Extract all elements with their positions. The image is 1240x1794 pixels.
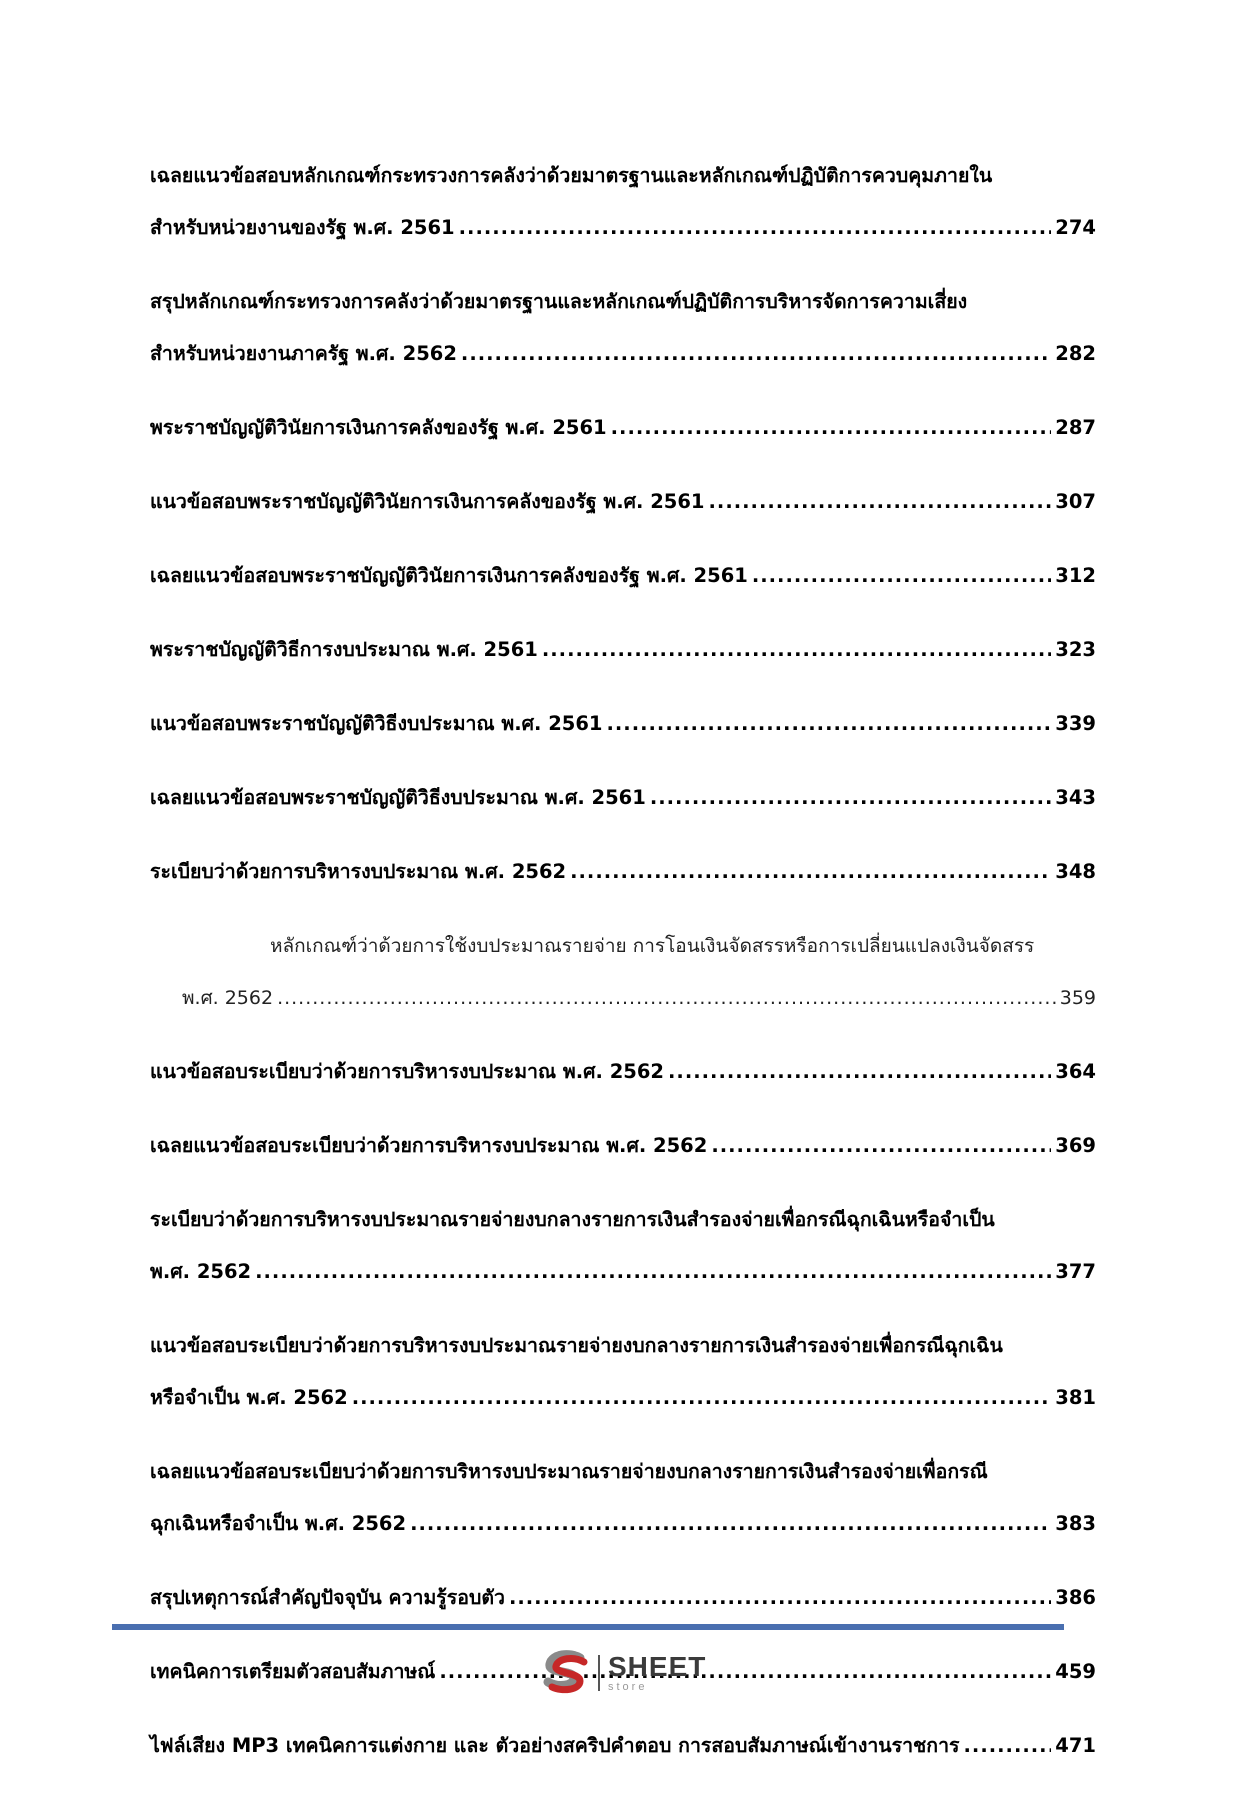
toc-entry-title: ไฟล์เสียง MP3 เทคนิคการแต่งกาย และ ตัวอย่างสคริปคำตอบ การสอบสัมภาษณ์เข้างานราชการ [150, 1734, 960, 1757]
toc-entry-title-line: ระเบียบว่าด้วยการบริหารงบประมาณรายจ่ายงบกลางรายการเงินสำรองจ่ายเพื่อกรณีฉุกเฉินหรือจำเป็น [150, 1208, 995, 1231]
footer-divider [112, 1624, 1064, 1630]
toc-entry[interactable] [150, 624, 1096, 676]
toc-page-number: 471 [1055, 1734, 1096, 1757]
toc-page-number: 381 [1055, 1386, 1096, 1409]
toc-dot-leader [709, 476, 1052, 528]
toc-entry-final-line [150, 772, 1096, 824]
sheet-store-logo [540, 1648, 706, 1698]
toc-entry[interactable] [150, 1194, 1096, 1298]
toc-entry[interactable] [150, 402, 1096, 454]
logo-separator [598, 1655, 600, 1691]
toc-entry-title: ฉุกเฉินหรือจำเป็น พ.ศ. 2562 [150, 1512, 407, 1535]
toc-entry[interactable] [150, 1572, 1096, 1624]
toc-entry-title: หรือจำเป็น พ.ศ. 2562 [150, 1386, 348, 1409]
toc-page-number: 339 [1055, 712, 1096, 735]
toc-dot-leader [964, 1720, 1052, 1772]
toc-page-number: 282 [1055, 342, 1096, 365]
toc-dot-leader [542, 624, 1051, 676]
toc-entry-final-line [150, 624, 1096, 676]
toc-entry[interactable] [150, 1446, 1096, 1550]
logo-wordmark [608, 1653, 706, 1693]
toc-entry-final-line [150, 972, 1096, 1024]
toc-page-number: 287 [1055, 416, 1096, 439]
toc-entry-title: ระเบียบว่าด้วยการบริหารงบประมาณ พ.ศ. 2562 [150, 860, 567, 883]
toc-entry-final-line [150, 698, 1096, 750]
toc-entry-title-line: แนวข้อสอบระเบียบว่าด้วยการบริหารงบประมาณรายจ่ายงบกลางรายการเงินสำรองจ่ายเพื่อกรณีฉุกเฉิน [150, 1334, 1003, 1357]
toc-entry-title: สำหรับหน่วยงานของรัฐ พ.ศ. 2561 [150, 216, 455, 239]
toc-dot-leader [461, 328, 1051, 380]
toc-dot-leader [410, 1498, 1051, 1550]
toc-entry[interactable] [150, 1320, 1096, 1424]
toc-entry-final-line [150, 846, 1096, 898]
toc-dot-leader [439, 1646, 1051, 1698]
logo-emblem-icon [540, 1650, 592, 1696]
toc-entry-final-line [150, 550, 1096, 602]
toc-entry-title: แนวข้อสอบระเบียบว่าด้วยการบริหารงบประมาณ พ.ศ. 2562 [150, 1060, 664, 1083]
logo-text: SHEET [608, 1651, 707, 1682]
toc-entry[interactable] [150, 772, 1096, 824]
toc-entry-final-line [150, 402, 1096, 454]
toc-entry-title: พ.ศ. 2562 [150, 1260, 252, 1283]
toc-dot-leader [611, 402, 1052, 454]
toc-entry[interactable] [150, 846, 1096, 898]
toc-entry-title-line: สรุปหลักเกณฑ์กระทรวงการคลังว่าด้วยมาตรฐานและหลักเกณฑ์ปฏิบัติการบริหารจัดการความเสี่ยง [150, 290, 968, 313]
toc-entry-title: สำหรับหน่วยงานภาครัฐ พ.ศ. 2562 [150, 342, 457, 365]
toc-entry-title: แนวข้อสอบพระราชบัญญัติวิธีงบประมาณ พ.ศ. 2561 [150, 712, 603, 735]
toc-page-number: 459 [1055, 1660, 1096, 1683]
toc-page-number: 383 [1055, 1512, 1096, 1535]
toc-dot-leader [509, 1572, 1051, 1624]
toc-dot-leader [752, 550, 1051, 602]
toc-entry-title: เฉลยแนวข้อสอบระเบียบว่าด้วยการบริหารงบประมาณ พ.ศ. 2562 [150, 1134, 708, 1157]
toc-page-number: 377 [1055, 1260, 1096, 1283]
toc-page-number: 343 [1055, 786, 1096, 809]
toc-dot-leader [650, 772, 1051, 824]
toc-entry-title: เฉลยแนวข้อสอบพระราชบัญญัติวินัยการเงินการคลังของรัฐ พ.ศ. 2561 [150, 564, 748, 587]
toc-entry[interactable] [150, 1720, 1096, 1772]
toc-entry[interactable] [150, 1046, 1096, 1098]
table-of-contents [150, 150, 1096, 1794]
toc-page-number: 386 [1055, 1586, 1096, 1609]
toc-entry[interactable] [150, 698, 1096, 750]
toc-entry-final-line [150, 1120, 1096, 1172]
toc-entry-title-line: เฉลยแนวข้อสอบระเบียบว่าด้วยการบริหารงบประมาณรายจ่ายงบกลางรายการเงินสำรองจ่ายเพื่อกรณี [150, 1460, 988, 1483]
toc-entry[interactable] [150, 476, 1096, 528]
toc-entry-title-line: เฉลยแนวข้อสอบหลักเกณฑ์กระทรวงการคลังว่าด้วยมาตรฐานและหลักเกณฑ์ปฏิบัติการควบคุมภายใน [150, 164, 993, 187]
toc-dot-leader [668, 1046, 1051, 1098]
toc-entry-final-line [150, 1572, 1096, 1624]
toc-dot-leader [352, 1372, 1052, 1424]
toc-dot-leader [459, 202, 1052, 254]
logo-subtext: store [608, 1681, 648, 1693]
toc-entry-final-line [150, 1720, 1096, 1772]
toc-entry-final-line [150, 476, 1096, 528]
toc-dot-leader [570, 846, 1051, 898]
toc-entry-title: พระราชบัญญัติวินัยการเงินการคลังของรัฐ พ.ศ. 2561 [150, 416, 607, 439]
toc-page-number: 369 [1055, 1134, 1096, 1157]
toc-entry-title: พระราชบัญญัติวิธีการงบประมาณ พ.ศ. 2561 [150, 638, 538, 661]
toc-entry-title: เทคนิคการเตรียมตัวสอบสัมภาษณ์ [150, 1660, 436, 1683]
toc-page-number: 312 [1055, 564, 1096, 587]
toc-entry[interactable] [150, 1120, 1096, 1172]
toc-page-number: 364 [1055, 1060, 1096, 1083]
toc-dot-leader [277, 972, 1056, 1024]
toc-page-number: 274 [1055, 216, 1096, 239]
toc-page-number: 307 [1055, 490, 1096, 513]
toc-entry-final-line [150, 1372, 1096, 1424]
toc-entry[interactable] [150, 276, 1096, 380]
toc-entry-final-line [150, 1498, 1096, 1550]
toc-dot-leader [255, 1246, 1051, 1298]
toc-entry-final-line [150, 1046, 1096, 1098]
toc-entry[interactable] [150, 920, 1096, 1024]
toc-entry-title: พ.ศ. 2562 [182, 987, 274, 1009]
toc-entry-final-line [150, 202, 1096, 254]
toc-entry-final-line [150, 1246, 1096, 1298]
toc-entry-title: เฉลยแนวข้อสอบพระราชบัญญัติวิธีงบประมาณ พ.ศ. 2561 [150, 786, 646, 809]
toc-entry-title: แนวข้อสอบพระราชบัญญัติวินัยการเงินการคลังของรัฐ พ.ศ. 2561 [150, 490, 705, 513]
toc-page-number: 323 [1055, 638, 1096, 661]
toc-page-number: 359 [1059, 987, 1096, 1009]
toc-entry[interactable] [150, 150, 1096, 254]
toc-entry-final-line [150, 328, 1096, 380]
toc-entry[interactable] [150, 550, 1096, 602]
toc-entry-title: สรุปเหตุการณ์สำคัญปัจจุบัน ความรู้รอบตัว [150, 1586, 505, 1609]
toc-page-number: 348 [1055, 860, 1096, 883]
toc-entry-title-line: หลักเกณฑ์ว่าด้วยการใช้งบประมาณรายจ่าย การโอนเงินจัดสรรหรือการเปลี่ยนแปลงเงินจัดสรร [270, 935, 1035, 957]
toc-dot-leader [711, 1120, 1051, 1172]
toc-dot-leader [606, 698, 1051, 750]
